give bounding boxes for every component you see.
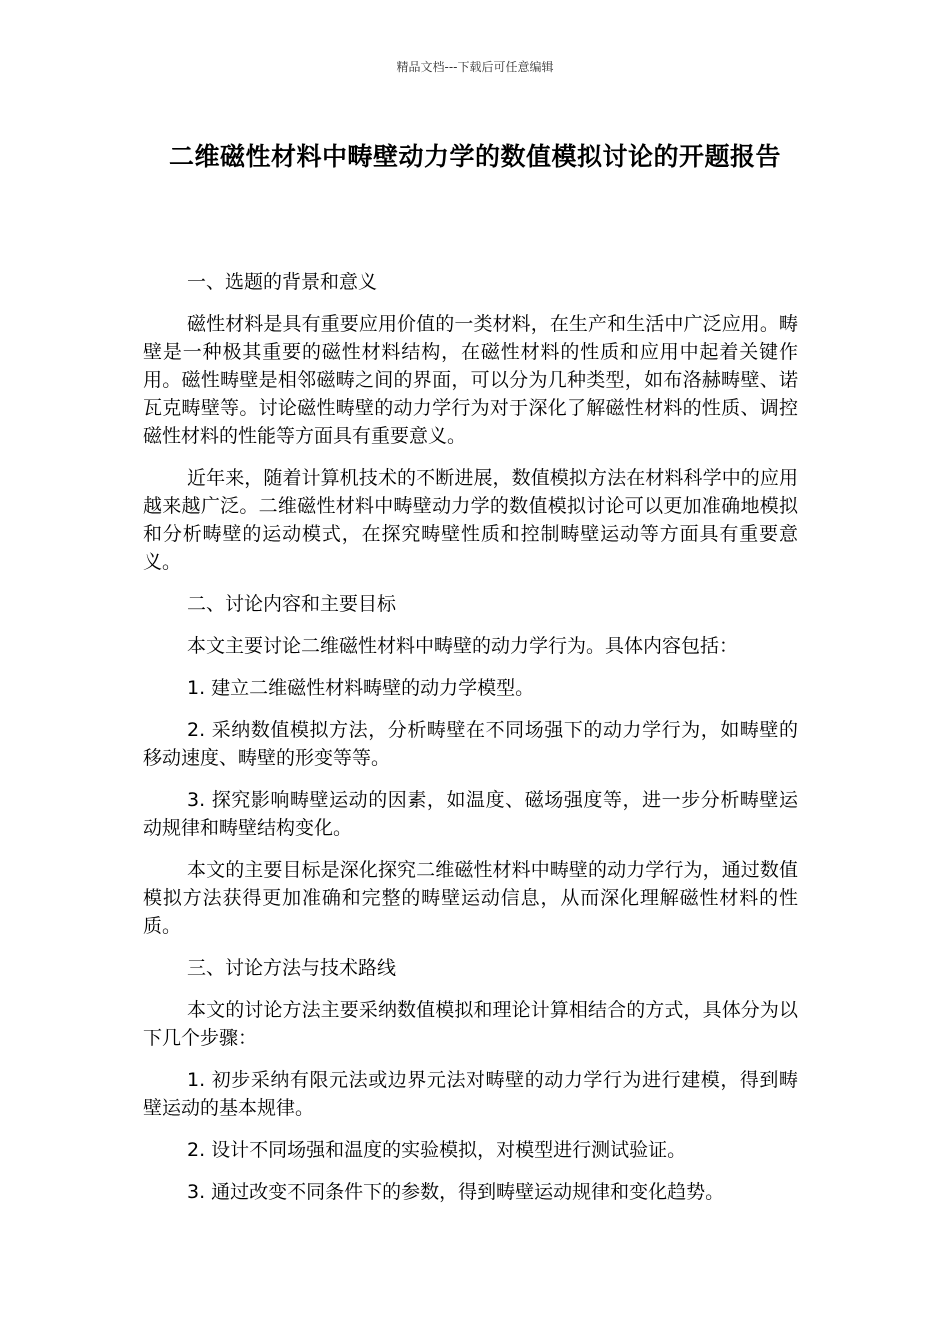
list-item-method-2: 2. 设计不同场强和温度的实验模拟，对模型进行测试验证。 <box>187 1139 687 1161</box>
list-item-content-2: 2. 采纳数值模拟方法，分析畴壁在不同场强下的动力学行为，如畴壁的移动速度、畴壁的形变等等。 <box>143 719 798 769</box>
paragraph-main-goal: 本文的主要目标是深化探究二维磁性材料中畴壁的动力学行为，通过数值模拟方法获得更加准确和完整的畴壁运动信息，从而深化理解磁性材料的性质。 <box>143 859 798 937</box>
list-item-content-1: 1. 建立二维磁性材料畴壁的动力学模型。 <box>187 677 535 699</box>
document-title: 二维磁性材料中畴壁动力学的数值模拟讨论的开题报告 <box>168 142 781 171</box>
section-heading-method: 三、讨论方法与技术路线 <box>187 957 397 979</box>
paragraph-method-intro: 本文的讨论方法主要采纳数值模拟和理论计算相结合的方式，具体分为以下几个步骤： <box>143 999 798 1049</box>
document-body <box>143 268 798 1220</box>
list-item-method-3: 3. 通过改变不同条件下的参数，得到畴壁运动规律和变化趋势。 <box>187 1181 725 1203</box>
page-header-note: 精品文档---下载后可任意编辑 <box>396 60 554 74</box>
paragraph-content-intro: 本文主要讨论二维磁性材料中畴壁的动力学行为。具体内容包括： <box>187 635 739 657</box>
list-item-method-1: 1. 初步采纳有限元法或边界元法对畴壁的动力学行为进行建模，得到畴壁运动的基本规律。 <box>143 1069 798 1119</box>
paragraph-background-1: 磁性材料是具有重要应用价值的一类材料，在生产和生活中广泛应用。畴壁是一种极其重要的磁性材料结构，在磁性材料的性质和应用中起着关键作用。磁性畴壁是相邻磁畴之间的界面，可以分为几种类型，如布洛赫畴壁、诺瓦克畴壁等。讨论磁性畴壁的动力学行为对于深化了解磁性材料的性质、调控磁性材料的性能等方面具有重要意义。 <box>143 313 798 447</box>
section-heading-background: 一、选题的背景和意义 <box>187 271 378 293</box>
paragraph-background-2: 近年来，随着计算机技术的不断进展，数值模拟方法在材料科学中的应用越来越广泛。二维磁性材料中畴壁动力学的数值模拟讨论可以更加准确地模拟和分析畴壁的运动模式，在探究畴壁性质和控制畴壁运动等方面具有重要意义。 <box>143 467 798 573</box>
section-heading-content: 二、讨论内容和主要目标 <box>187 593 397 615</box>
list-item-content-3: 3. 探究影响畴壁运动的因素，如温度、磁场强度等，进一步分析畴壁运动规律和畴壁结构变化。 <box>143 789 798 839</box>
